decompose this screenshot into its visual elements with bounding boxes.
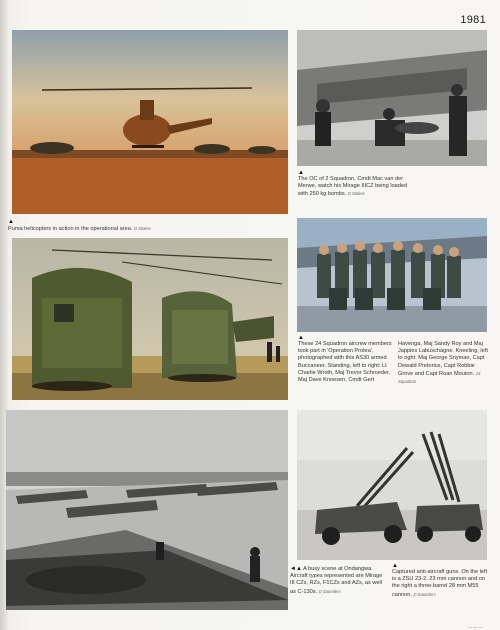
aircrew-group-photo: [297, 218, 487, 332]
mirage-caption-credit: D Stokes: [347, 191, 365, 197]
mirage-caption: [298, 170, 418, 199]
aa-guns-caption-credit: D Saunders: [413, 591, 436, 597]
puma-caption-text: Puma helicopters in action in the operational area.: [8, 226, 133, 232]
aircrew-caption-text-left: These 24 Squadron aircrew members took part in 'Operation Protea', photographed with this AS30 armed Buccaneer. Standing, left to right: Lt Charlie Wroth, Maj Trevor Schroeder, Maj Dave Knoesen, Cmdt Gert: [298, 341, 392, 384]
ondangwa-airfield-photo: [6, 410, 288, 610]
aa-guns-caption-text: Captured anti-aircraft guns. On the left is a ZSU 23-2, 23 mm cannon and on the right a three-barrel 28 mm M55 cannon.: [392, 569, 488, 598]
caption-marker: ▲: [298, 335, 304, 341]
aa-guns-photo: [297, 410, 487, 560]
ondangwa-caption-credit: D Saunders: [318, 588, 341, 594]
aircrew-caption-right: [398, 341, 490, 386]
page-number: _ _ _: [468, 622, 482, 628]
aircrew-caption-credit: 24 Squadron: [398, 370, 481, 385]
caption-marker: ▲: [392, 563, 398, 569]
page-year: 1981: [460, 14, 486, 26]
aircrew-caption-text-right: Havenga, Maj Sandy Roy and Maj Jappies Labuschagne. Kneeling, left to right: Maj George Snyman, Capt Dewald Pretorius, Capt Robbie Grove and Capt Roan Mouton.: [398, 341, 488, 377]
mirage-caption-text: The OC of 2 Squadron, Cmdt Mac van der Merwe, watch his Mirage IIICZ being loaded with 250 kg bombs.: [298, 176, 408, 198]
caption-marker: ▲: [298, 170, 304, 176]
caption-marker: ◄▲: [290, 566, 302, 572]
puma-caption: [8, 219, 288, 233]
puma-sunset-photo: [12, 30, 288, 214]
mirage-loading-photo: [297, 30, 487, 166]
ondangwa-caption: [290, 566, 386, 596]
aa-guns-caption: [392, 563, 488, 599]
pumas-ground-photo: [12, 238, 288, 400]
ondangwa-caption-text: A busy scene at Ondangwa. Aircraft types represented are Mirage III CZs, RZs, F1CZs and AZs, as well as C-130s.: [290, 566, 383, 595]
puma-caption-credit: D Stokes: [133, 226, 151, 231]
caption-marker: ▲: [8, 219, 14, 225]
aircrew-caption-left: [298, 335, 392, 384]
